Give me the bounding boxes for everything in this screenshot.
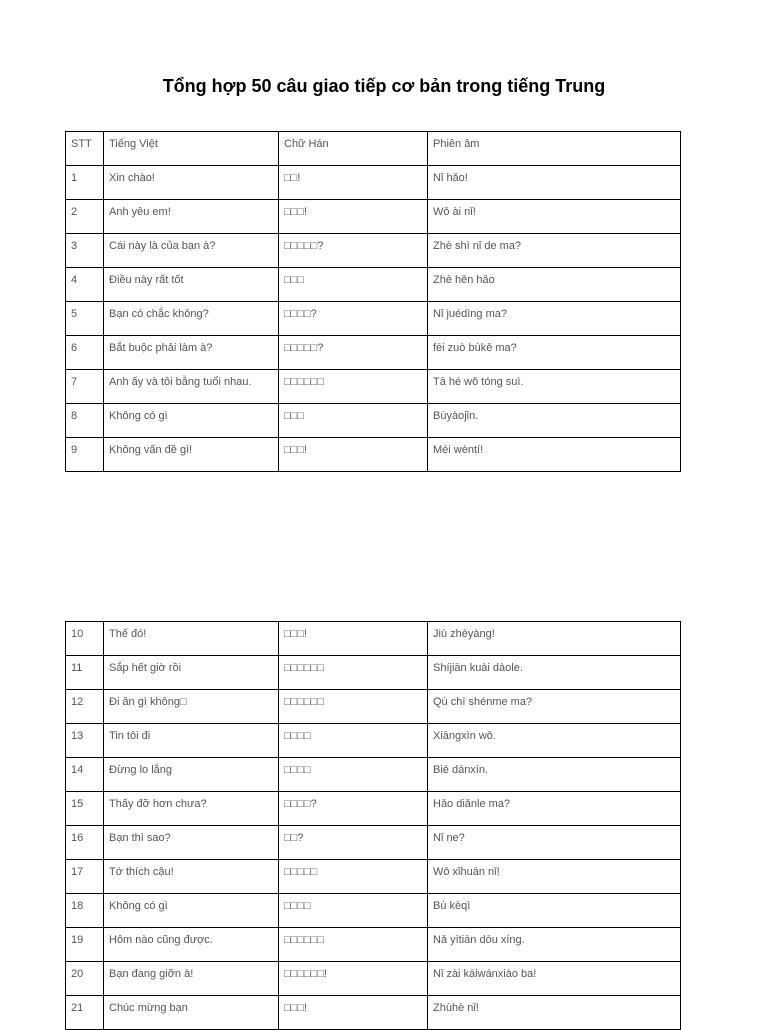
vietnamese-cell: Không có gì (104, 404, 279, 438)
header-cell: Phiên âm (428, 132, 681, 166)
pinyin-cell: Qù chī shénme ma? (428, 690, 681, 724)
pinyin-cell: Hǎo diǎnle ma? (428, 792, 681, 826)
stt-cell: 17 (66, 860, 104, 894)
table-row (66, 370, 681, 404)
stt-cell: 13 (66, 724, 104, 758)
vietnamese-cell: Bắt buộc phải làm à? (104, 336, 279, 370)
table-row (66, 622, 681, 656)
vietnamese-cell: Đừng lo lắng (104, 758, 279, 792)
header-cell: Tiếng Việt (104, 132, 279, 166)
chinese-cell: □□□□□? (279, 336, 428, 370)
stt-cell: 1 (66, 166, 104, 200)
pinyin-cell: Nǐ juédìng ma? (428, 302, 681, 336)
stt-cell: 9 (66, 438, 104, 472)
pinyin-cell: Zhùhè nǐ! (428, 996, 681, 1030)
stt-cell: 14 (66, 758, 104, 792)
pinyin-cell: Jiù zhèyàng! (428, 622, 681, 656)
stt-cell: 5 (66, 302, 104, 336)
chinese-cell: □□□□□□ (279, 370, 428, 404)
header-row (66, 132, 681, 166)
chinese-cell: □□□□? (279, 792, 428, 826)
chinese-cell: □□□! (279, 622, 428, 656)
chinese-cell: □□□ (279, 404, 428, 438)
vietnamese-cell: Anh ấy và tôi bằng tuổi nhau. (104, 370, 279, 404)
table-row (66, 336, 681, 370)
pinyin-cell: Zhè hěn hǎo (428, 268, 681, 302)
table-row (66, 996, 681, 1030)
pinyin-cell: Nǐ zài kāiwánxiào ba! (428, 962, 681, 996)
chinese-cell: □□□□□□ (279, 690, 428, 724)
vietnamese-cell: Thấy đỡ hơn chưa? (104, 792, 279, 826)
stt-cell: 10 (66, 622, 104, 656)
chinese-cell: □□□□□□ (279, 656, 428, 690)
stt-cell: 20 (66, 962, 104, 996)
table-row (66, 724, 681, 758)
pinyin-cell: Nǎ yītiān dōu xíng. (428, 928, 681, 962)
vocab-table-2 (65, 621, 681, 1030)
table-row (66, 404, 681, 438)
stt-cell: 3 (66, 234, 104, 268)
chinese-cell: □□□! (279, 438, 428, 472)
chinese-cell: □□□□? (279, 302, 428, 336)
stt-cell: 19 (66, 928, 104, 962)
pinyin-cell: Tā hé wǒ tóng suì. (428, 370, 681, 404)
vietnamese-cell: Bạn có chắc không? (104, 302, 279, 336)
chinese-cell: □□□! (279, 996, 428, 1030)
stt-cell: 4 (66, 268, 104, 302)
vietnamese-cell: Bạn thì sao? (104, 826, 279, 860)
pinyin-cell: fēi zuò bùkě ma? (428, 336, 681, 370)
table-row (66, 200, 681, 234)
vietnamese-cell: Tớ thích cậu! (104, 860, 279, 894)
pinyin-cell: Zhè shì nǐ de ma? (428, 234, 681, 268)
vietnamese-cell: Sắp hết giờ rồi (104, 656, 279, 690)
vietnamese-cell: Điều này rất tốt (104, 268, 279, 302)
table-row (66, 438, 681, 472)
table-row (66, 690, 681, 724)
table-row (66, 302, 681, 336)
chinese-cell: □□□□□□ (279, 928, 428, 962)
chinese-cell: □□□□□ (279, 860, 428, 894)
pinyin-cell: Nǐ hǎo! (428, 166, 681, 200)
stt-cell: 21 (66, 996, 104, 1030)
table-row (66, 962, 681, 996)
header-cell: STT (66, 132, 104, 166)
chinese-cell: □□! (279, 166, 428, 200)
vietnamese-cell: Tin tôi đi (104, 724, 279, 758)
pinyin-cell: Méi wèntí! (428, 438, 681, 472)
vietnamese-cell: Hôm nào cũng được. (104, 928, 279, 962)
vietnamese-cell: Đi ăn gì không□ (104, 690, 279, 724)
table-row (66, 656, 681, 690)
chinese-cell: □□□ (279, 268, 428, 302)
pinyin-cell: Wǒ xǐhuān nǐ! (428, 860, 681, 894)
table-row (66, 792, 681, 826)
document-title: Tổng hợp 50 câu giao tiếp cơ bản trong tiếng Trung (162, 76, 606, 96)
vietnamese-cell: Xin chào! (104, 166, 279, 200)
stt-cell: 2 (66, 200, 104, 234)
vietnamese-cell: Thế đó! (104, 622, 279, 656)
table-row (66, 860, 681, 894)
table-row (66, 166, 681, 200)
stt-cell: 6 (66, 336, 104, 370)
vietnamese-cell: Anh yêu em! (104, 200, 279, 234)
stt-cell: 12 (66, 690, 104, 724)
pinyin-cell: Wǒ ài nǐ! (428, 200, 681, 234)
pinyin-cell: Bù kèqì (428, 894, 681, 928)
pinyin-cell: Shíjiān kuài dàole. (428, 656, 681, 690)
vocab-table-1 (65, 131, 681, 472)
chinese-cell: □□□! (279, 200, 428, 234)
vietnamese-cell: Cái này là của bạn à? (104, 234, 279, 268)
table-row (66, 268, 681, 302)
table-row (66, 894, 681, 928)
chinese-cell: □□□□□□! (279, 962, 428, 996)
pinyin-cell: Nǐ ne? (428, 826, 681, 860)
chinese-cell: □□□□ (279, 724, 428, 758)
vietnamese-cell: Không vấn đề gì! (104, 438, 279, 472)
chinese-cell: □□□□ (279, 894, 428, 928)
stt-cell: 18 (66, 894, 104, 928)
table-row (66, 758, 681, 792)
chinese-cell: □□□□ (279, 758, 428, 792)
chinese-cell: □□□□□? (279, 234, 428, 268)
stt-cell: 7 (66, 370, 104, 404)
table-row (66, 234, 681, 268)
table-row (66, 826, 681, 860)
vietnamese-cell: Bạn đang giỡn à! (104, 962, 279, 996)
vietnamese-cell: Không có gì (104, 894, 279, 928)
stt-cell: 15 (66, 792, 104, 826)
stt-cell: 16 (66, 826, 104, 860)
header-cell: Chữ Hán (279, 132, 428, 166)
pinyin-cell: Bùyàojǐn. (428, 404, 681, 438)
table-row (66, 928, 681, 962)
pinyin-cell: Bié dānxīn. (428, 758, 681, 792)
vietnamese-cell: Chúc mừng bạn (104, 996, 279, 1030)
pinyin-cell: Xiāngxìn wǒ. (428, 724, 681, 758)
stt-cell: 8 (66, 404, 104, 438)
chinese-cell: □□? (279, 826, 428, 860)
stt-cell: 11 (66, 656, 104, 690)
